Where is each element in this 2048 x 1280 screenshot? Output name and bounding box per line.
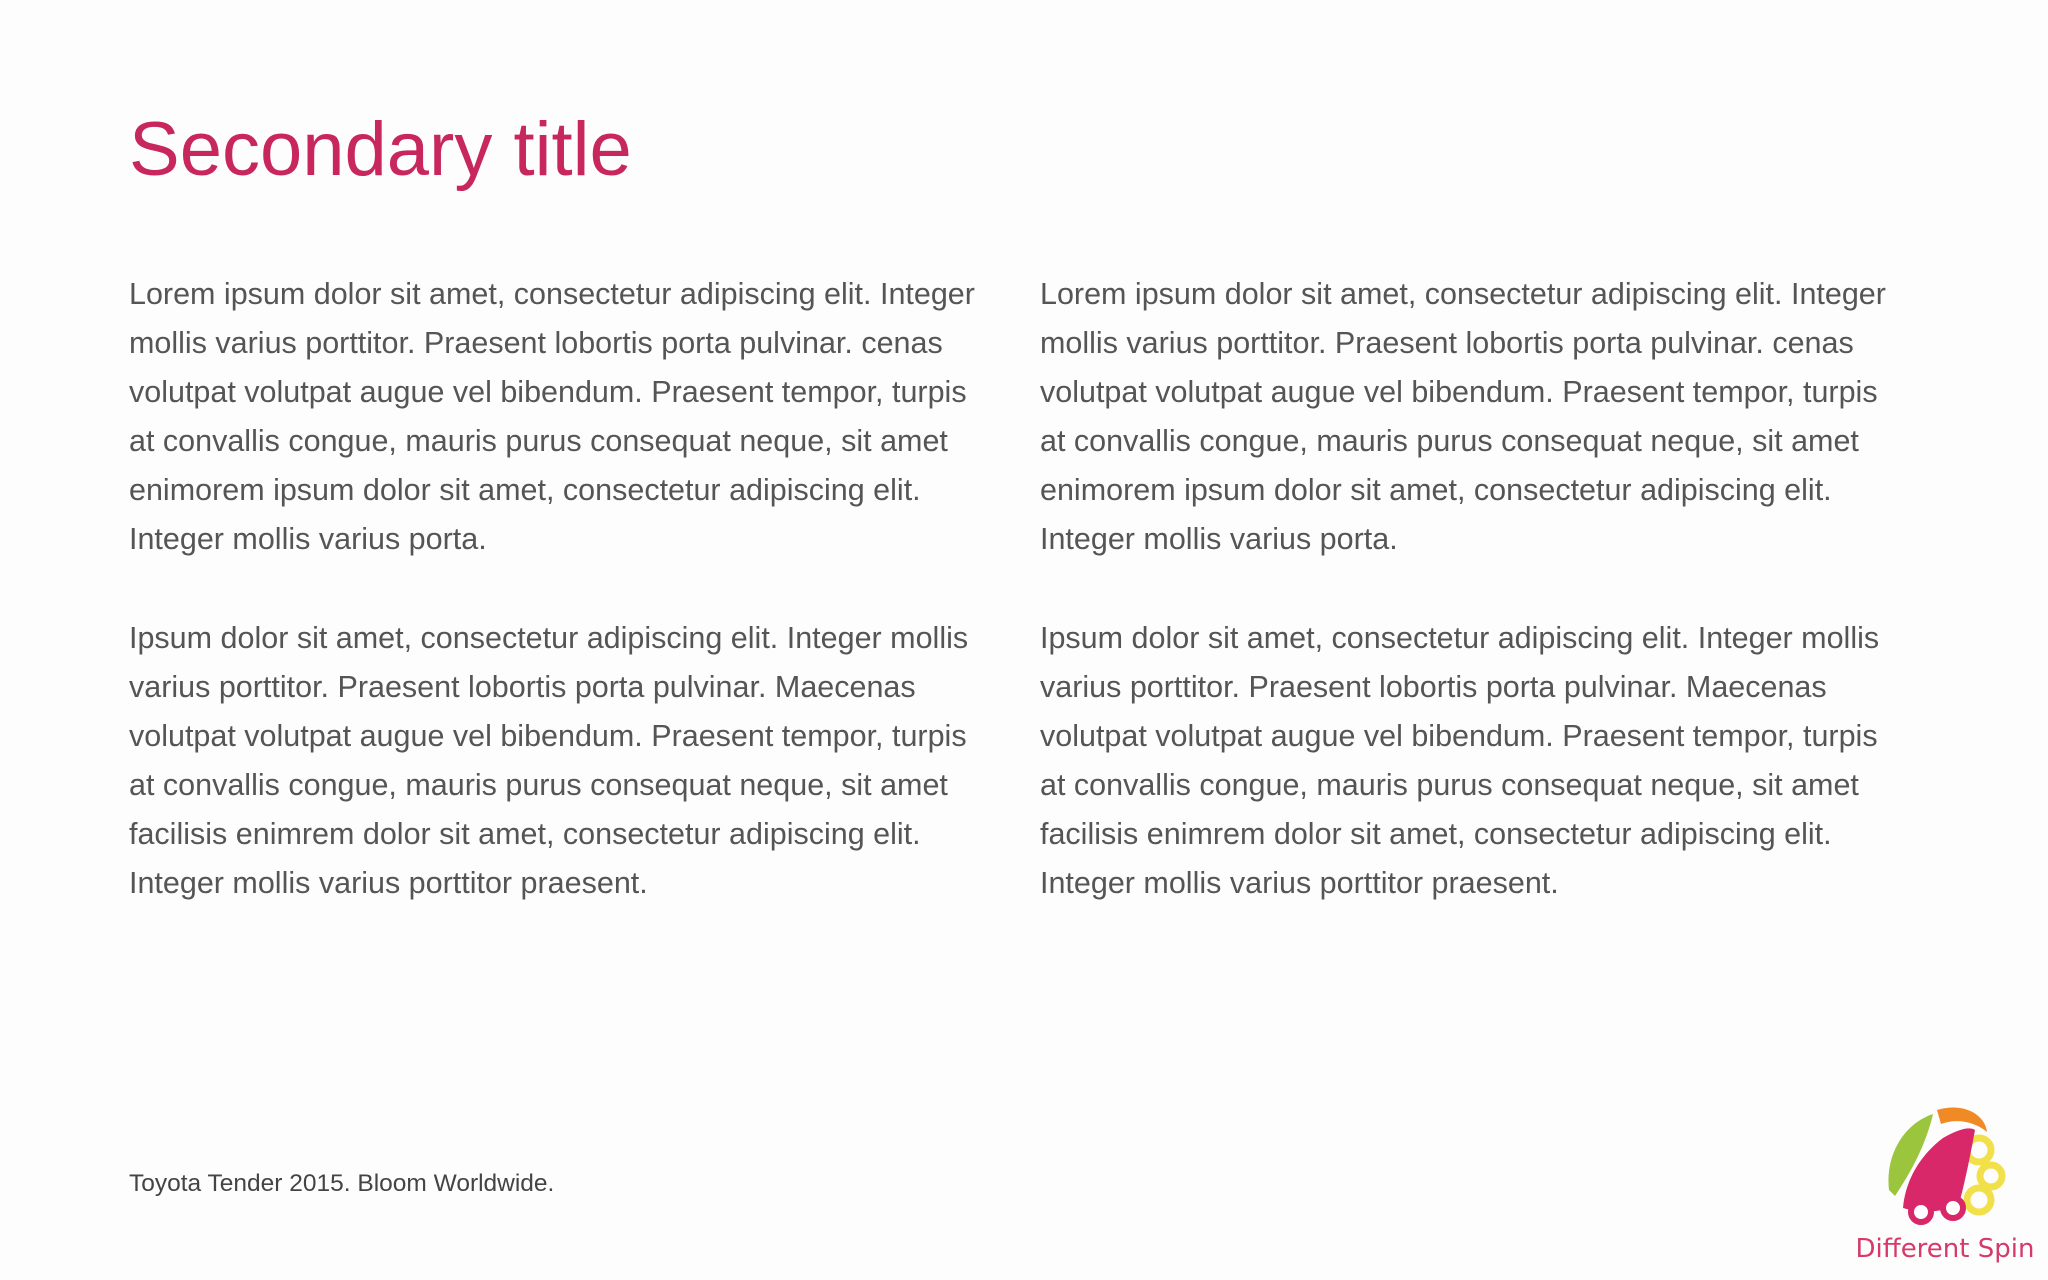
- footer-text: Toyota Tender 2015. Bloom Worldwide.: [129, 1170, 555, 1197]
- brand-logo: [1855, 1104, 2035, 1274]
- left-paragraph-2: Ipsum dolor sit amet, consectetur adipiscing elit. Integer mollis varius porttitor. Praesent lobortis porta pulvinar. Maecenas volutpat volutpat augue vel bibendum. Praesent tempor, turpis at convallis congue, mauris purus consequat neque, sit amet facilisis enimrem dolor sit amet, consectetur adipiscing elit. Integer mollis varius porttitor praesent.: [129, 621, 969, 900]
- car-swirl-logo-icon: [1875, 1104, 2015, 1232]
- slide-title: Secondary title: [129, 107, 632, 192]
- right-paragraph-2: Ipsum dolor sit amet, consectetur adipiscing elit. Integer mollis varius porttitor. Praesent lobortis porta pulvinar. Maecenas volutpat volutpat augue vel bibendum. Praesent tempor, turpis at convallis congue, mauris purus consequat neque, sit amet facilisis enimrem dolor sit amet, consectetur adipiscing elit. Integer mollis varius porttitor praesent.: [1040, 621, 1880, 900]
- right-column: [1040, 270, 1890, 958]
- left-paragraph-1: Lorem ipsum dolor sit amet, consectetur adipiscing elit. Integer mollis varius porttitor. Praesent lobortis porta pulvinar. cenas volutpat volutpat augue vel bibendum. Praesent tempor, turpis at convallis congue, mauris purus consequat neque, sit amet enimorem ipsum dolor sit amet, consectetur adipiscing elit. Integer mollis varius porta.: [129, 277, 975, 556]
- logo-wordmark: Different Spin: [1855, 1234, 2035, 1264]
- left-column: [129, 270, 979, 958]
- right-paragraph-1: Lorem ipsum dolor sit amet, consectetur adipiscing elit. Integer mollis varius porttitor. Praesent lobortis porta pulvinar. cenas volutpat volutpat augue vel bibendum. Praesent tempor, turpis at convallis congue, mauris purus consequat neque, sit amet enimorem ipsum dolor sit amet, consectetur adipiscing elit. Integer mollis varius porta.: [1040, 277, 1886, 556]
